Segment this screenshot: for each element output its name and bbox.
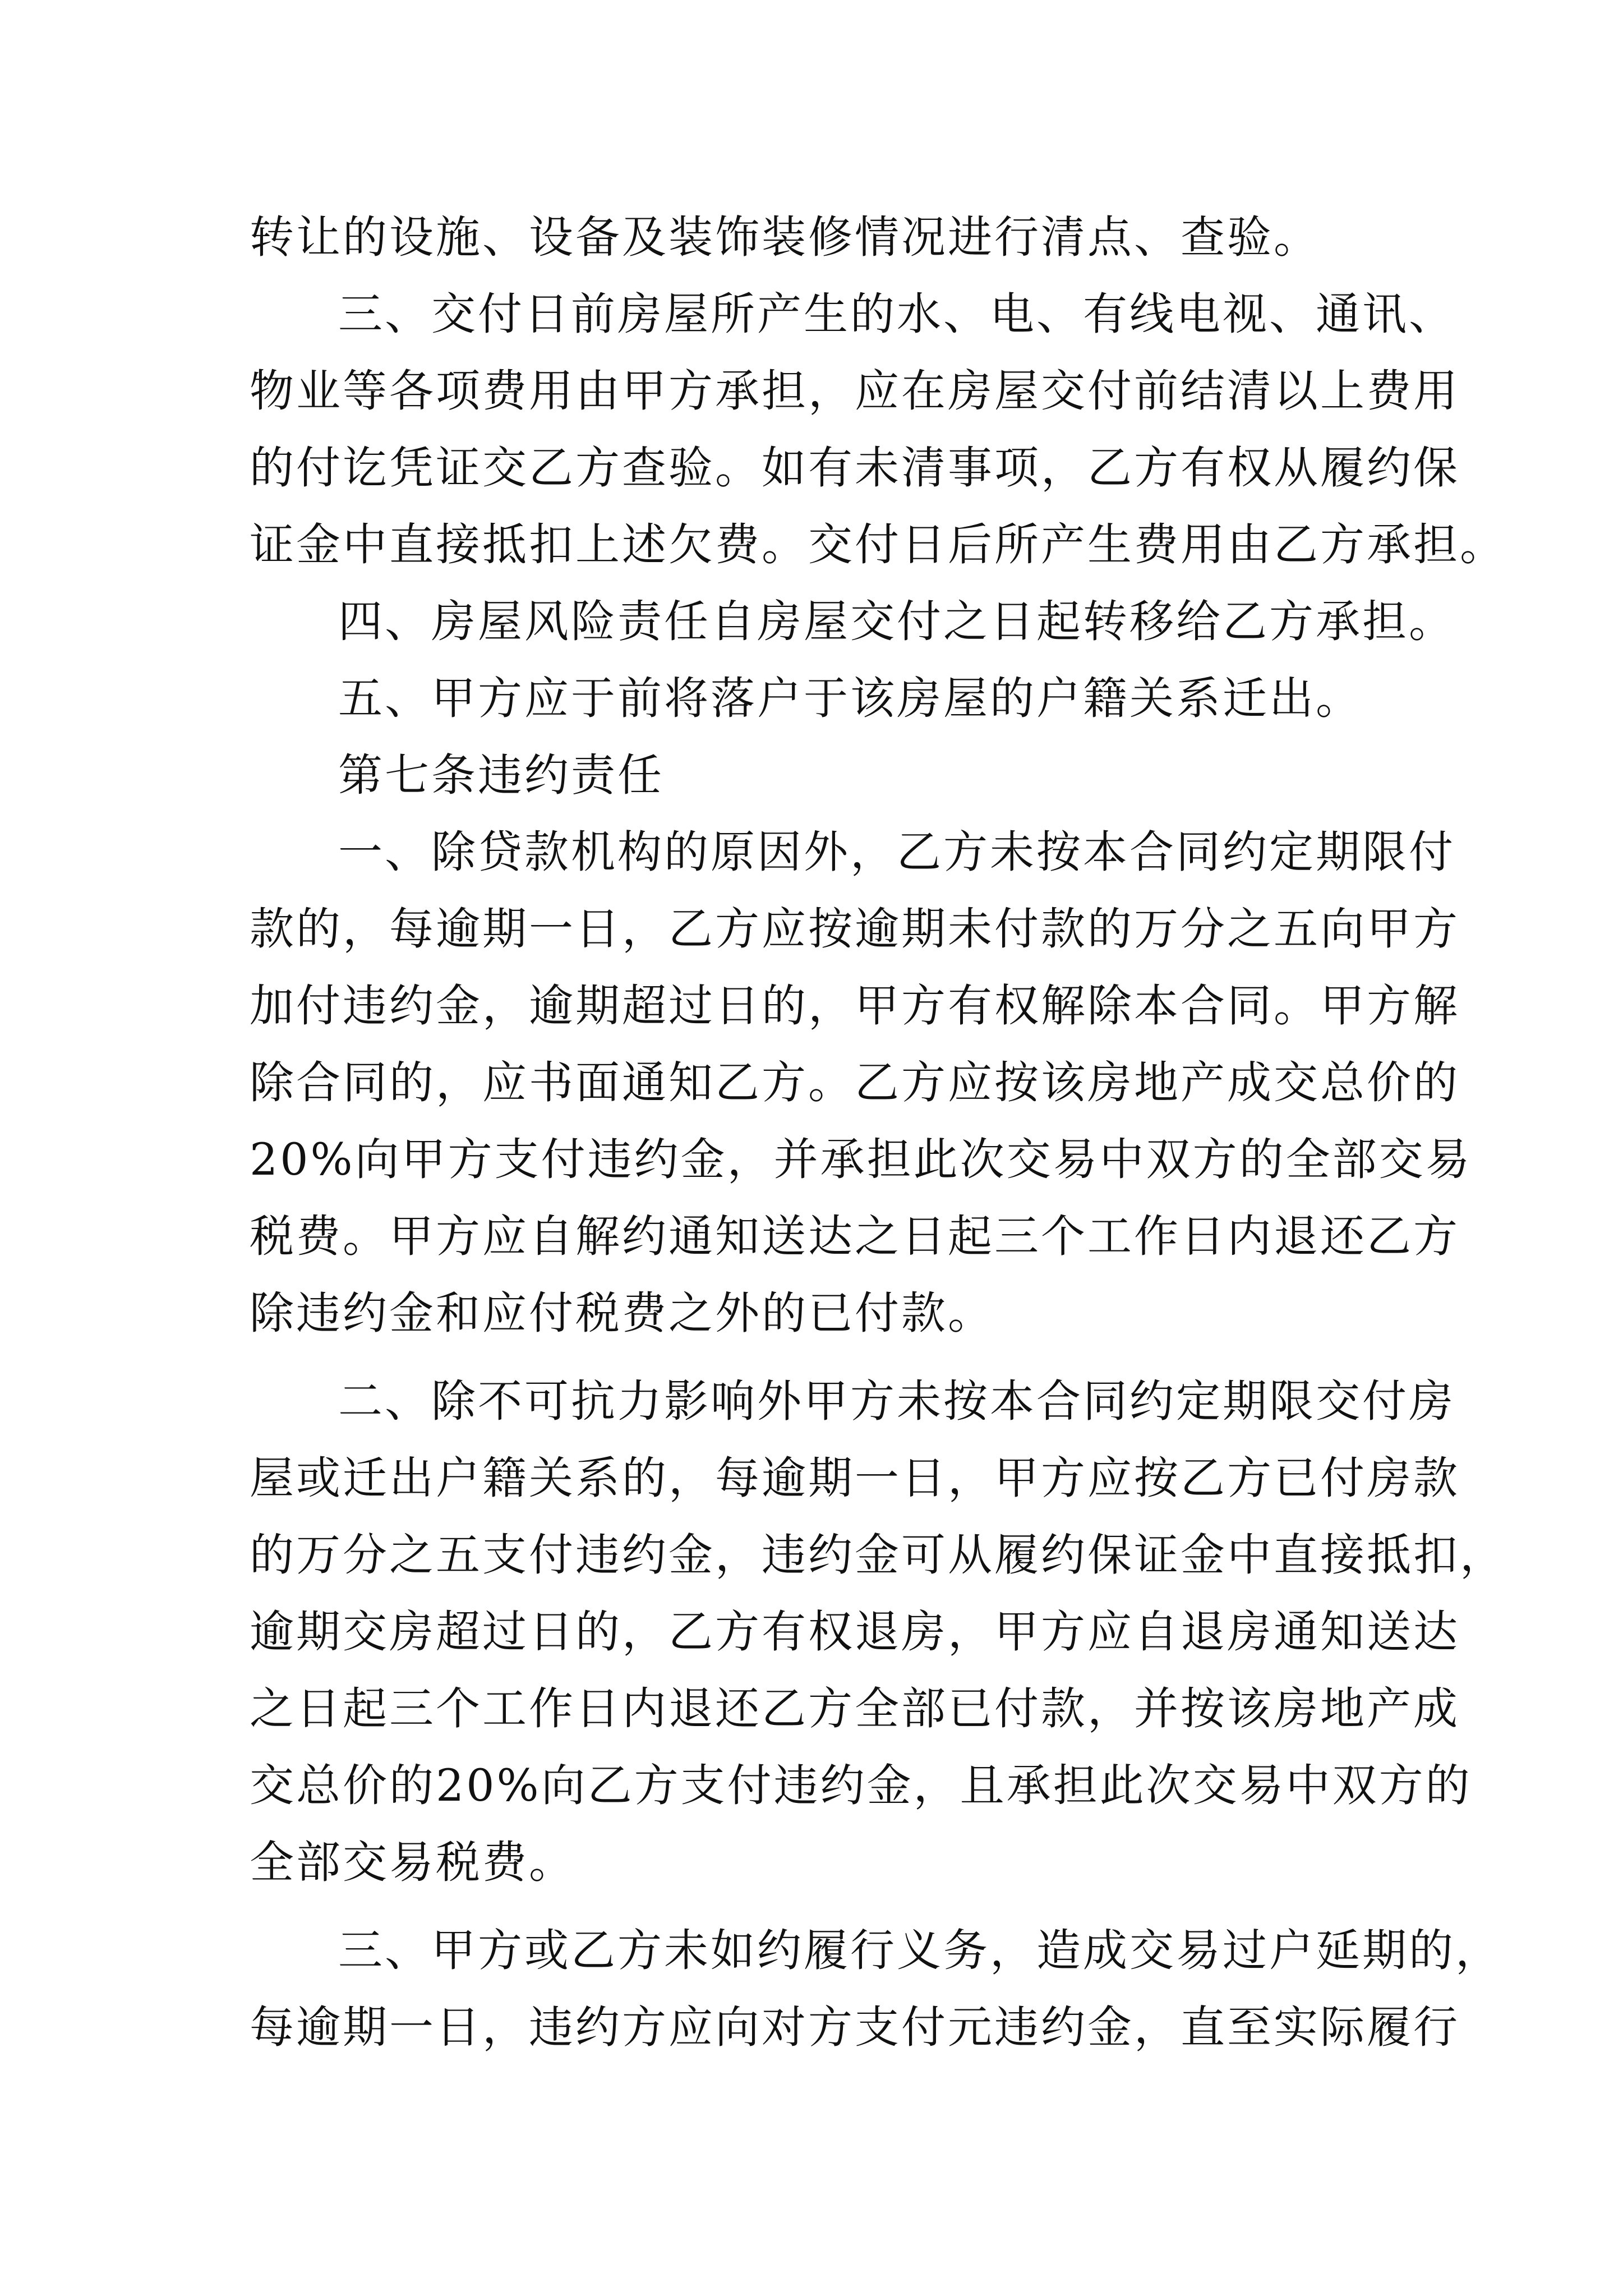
text-line: 逾期交房超过日的，乙方有权退房，甲方应自退房通知送达 — [250, 1606, 1460, 1658]
text-line: 的万分之五支付违约金，违约金可从履约保证金中直接抵扣， — [250, 1529, 1506, 1581]
text-line: 证金中直接抵扣上述欠费。交付日后所产生费用由乙方承担。 — [250, 519, 1506, 570]
text-line: 三、交付日前房屋所产生的水、电、有线电视、通讯、 — [338, 288, 1455, 340]
text-line: 的付讫凭证交乙方查验。如有未清事项，乙方有权从履约保 — [250, 442, 1460, 494]
text-line: 物业等各项费用由甲方承担，应在房屋交付前结清以上费用 — [250, 365, 1460, 417]
text-line: 转让的设施、设备及装饰装修情况进行清点、查验。 — [250, 211, 1320, 263]
text-line: 每逾期一日，违约方应向对方支付元违约金，直至实际履行 — [250, 2001, 1460, 2053]
text-line: 交总价的20%向乙方支付违约金，且承担此次交易中双方的 — [250, 1760, 1472, 1811]
text-line: 二、除不可抗力影响外甲方未按本合同约定期限交付房 — [338, 1375, 1455, 1427]
text-line: 屋或迁出户籍关系的，每逾期一日，甲方应按乙方已付房款 — [250, 1452, 1460, 1504]
text-line: 除合同的，应书面通知乙方。乙方应按该房地产成交总价的 — [250, 1057, 1460, 1108]
text-line: 20%向甲方支付违约金，并承担此次交易中双方的全部交易 — [250, 1134, 1472, 1185]
text-line: 三、甲方或乙方未如约履行义务，造成交易过户延期的， — [338, 1925, 1502, 1976]
text-line: 一、除贷款机构的原因外，乙方未按本合同约定期限付 — [338, 826, 1455, 878]
text-line: 加付违约金，逾期超过日的，甲方有权解除本合同。甲方解 — [250, 980, 1460, 1032]
section-heading: 第七条违约责任 — [338, 749, 664, 801]
text-line: 全部交易税费。 — [250, 1837, 575, 1888]
text-line: 除违约金和应付税费之外的已付款。 — [250, 1287, 994, 1339]
text-line: 税费。甲方应自解约通知送达之日起三个工作日内退还乙方 — [250, 1211, 1460, 1262]
text-line: 款的，每逾期一日，乙方应按逾期未付款的万分之五向甲方 — [250, 903, 1460, 955]
text-line: 五、甲方应于前将落户于该房屋的户籍关系迁出。 — [338, 673, 1362, 724]
contract-body-text — [250, 199, 1506, 2066]
text-line: 四、房屋风险责任自房屋交付之日起转移给乙方承担。 — [338, 596, 1455, 647]
text-line: 之日起三个工作日内退还乙方全部已付款，并按该房地产成 — [250, 1683, 1460, 1734]
